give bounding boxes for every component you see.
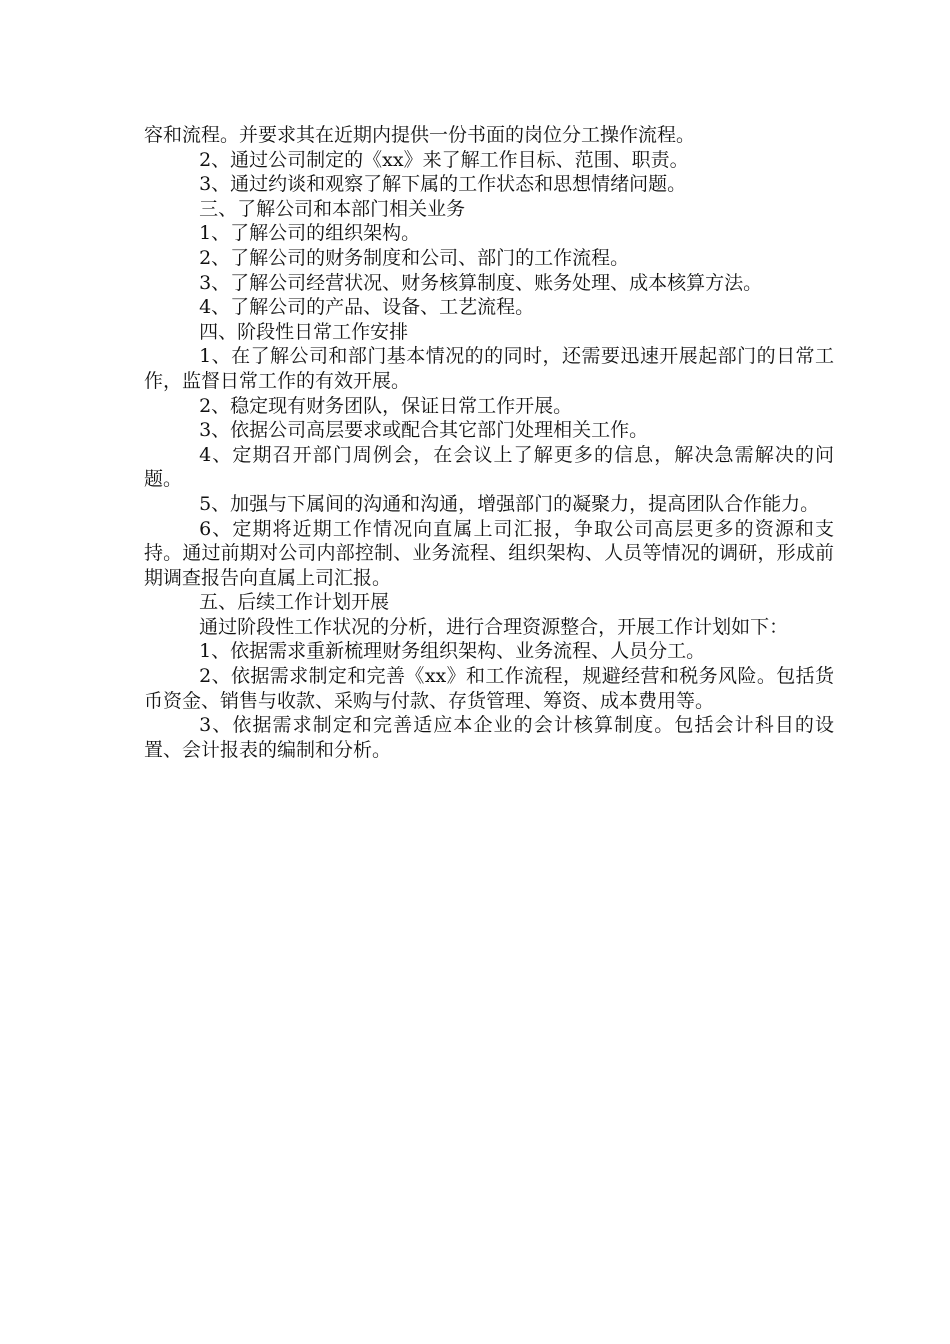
body-paragraph: 1、了解公司的组织架构。	[199, 222, 421, 245]
body-paragraph: 2、依据需求制定和完善《xx》和工作流程，规避经营和税务风险。包括货币资金、销售与收款、采购与付款、存货管理、筹资、成本费用等。	[144, 665, 834, 712]
body-paragraph: 4、了解公司的产品、设备、工艺流程。	[199, 296, 535, 319]
body-paragraph: 通过阶段性工作状况的分析，进行合理资源整合，开展工作计划如下：	[199, 615, 789, 638]
body-paragraph: 3、依据需求制定和完善适应本企业的会计核算制度。包括会计科目的设置、会计报表的编制和分析。	[144, 714, 834, 761]
body-paragraph: 1、在了解公司和部门基本情况的的同时，还需要迅速开展起部门的日常工作，监督日常工作的有效开展。	[144, 345, 834, 392]
body-paragraph: 5、加强与下属间的沟通和沟通，增强部门的凝聚力，提高团队合作能力。	[199, 492, 820, 515]
body-paragraph: 2、稳定现有财务团队，保证日常工作开展。	[199, 394, 573, 417]
body-paragraph: 2、通过公司制定的《xx》来了解工作目标、范围、职责。	[199, 148, 689, 171]
document-body	[144, 123, 834, 762]
body-paragraph: 3、通过约谈和观察了解下属的工作状态和思想情绪问题。	[199, 173, 687, 196]
body-paragraph: 容和流程。并要求其在近期内提供一份书面的岗位分工操作流程。	[144, 124, 696, 146]
body-paragraph: 4、定期召开部门周例会，在会议上了解更多的信息，解决急需解决的问题。	[144, 443, 834, 491]
body-paragraph: 2、了解公司的财务制度和公司、部门的工作流程。	[199, 246, 630, 269]
section-heading: 三、了解公司和本部门相关业务	[199, 197, 466, 220]
body-paragraph: 6、定期将近期工作情况向直属上司汇报，争取公司高层更多的资源和支持。通过前期对公司内部控制、业务流程、组织架构、人员等情况的调研，形成前期调查报告向直属上司汇报。	[144, 517, 834, 589]
body-paragraph: 3、依据公司高层要求或配合其它部门处理相关工作。	[199, 419, 649, 442]
section-heading: 四、阶段性日常工作安排	[199, 320, 409, 343]
body-paragraph: 1、依据需求重新梳理财务组织架构、业务流程、人员分工。	[199, 640, 706, 663]
section-heading: 五、后续工作计划开展	[199, 591, 390, 614]
body-paragraph: 3、了解公司经营状况、财务核算制度、账务处理、成本核算方法。	[199, 271, 763, 294]
